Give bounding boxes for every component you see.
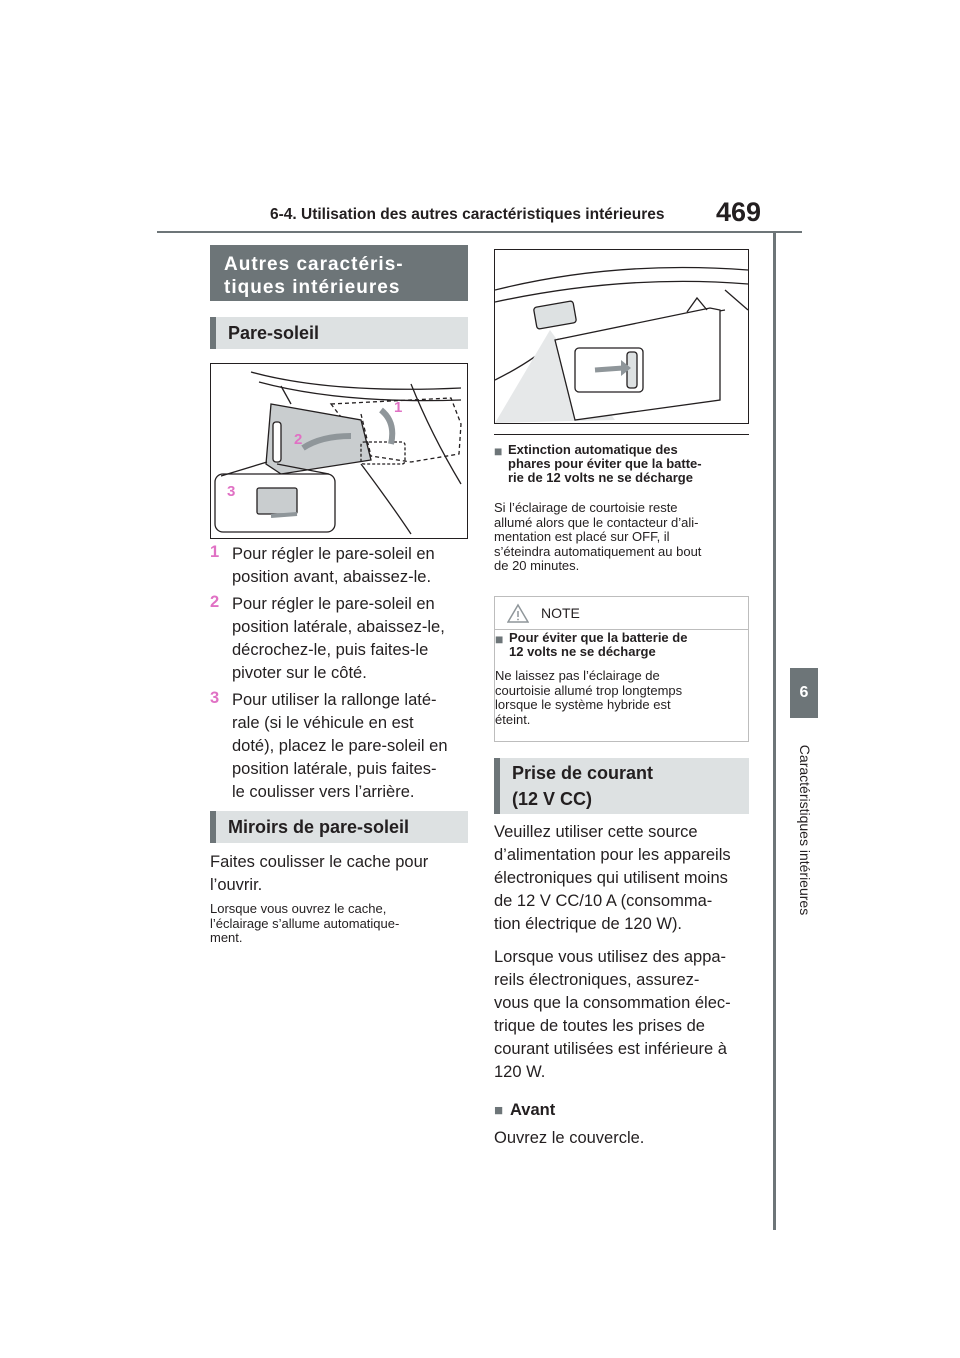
note-text: Ne laissez pas l’éclairage de courtoisie allumé trop longtemps lorsque le système hybride est éteint. [495, 668, 683, 727]
note-title-row [495, 631, 748, 659]
auto-off-text: Si l’éclairage de courtoisie reste allumé alors que le contacteur d’ali- mentation est placé sur OFF, il s’éteindra automatiquement au bout de 20 minutes. [494, 500, 702, 573]
vanity-mirror-illustration [494, 249, 749, 424]
subsection-heading-mirrors: Miroirs de pare-soleil [210, 811, 468, 843]
mirrors-paragraph: Faites coulisser le cache pour l’ouvrir. [210, 853, 429, 894]
sun-visor-drawing [211, 364, 467, 538]
step-item [210, 593, 472, 685]
figure-callout-2: 2 [294, 431, 303, 448]
divider [494, 434, 749, 435]
figure-callout-3: 3 [227, 483, 236, 500]
square-bullet-icon: ■ [494, 443, 503, 459]
outlet-paragraph-2: Lorsque vous utilisez des appa- reils électroniques, assurez- vous que la consommation élec- trique de toutes les prises de courant utilisées est inférieure à 120 W. [494, 948, 731, 1081]
note-box [494, 596, 749, 742]
step-text: Pour régler le pare-soleil en position avant, abaissez-le. [232, 545, 435, 586]
outlet-paragraph-1: Veuillez utiliser cette source d’alimentation pour les appareils électroniques qui utilisent moins de 12 V CC/10 A (consomma- tion électrique de 120 W). [494, 823, 731, 933]
note-title: Pour éviter que la batterie de 12 volts ne se décharge [509, 630, 688, 659]
page-number: 469 [716, 197, 762, 227]
square-bullet-icon: ■ [495, 631, 504, 647]
vanity-mirror-drawing [495, 250, 748, 423]
step-number: 2 [210, 593, 220, 611]
sun-visor-illustration [210, 363, 468, 539]
header-rule [157, 231, 802, 233]
subsection-heading-sun-visor: Pare-soleil [210, 317, 468, 349]
square-bullet-icon: ■ [494, 1102, 504, 1119]
subsection-heading-outlet: Prise de courant (12 V CC) [494, 758, 749, 814]
front-text: Ouvrez le couvercle. [494, 1129, 645, 1147]
step-item [210, 689, 472, 804]
mirrors-note: Lorsque vous ouvrez le cache, l’éclairage s’allume automatique- ment. [210, 901, 400, 945]
chapter-side-label: Caractéristiques intérieures [797, 744, 813, 916]
warning-triangle-icon [507, 603, 529, 623]
sun-visor-steps [210, 543, 472, 804]
front-heading [494, 1101, 555, 1120]
step-number: 1 [210, 543, 220, 561]
chapter-number-tab: 6 [790, 668, 818, 718]
step-item [210, 543, 472, 589]
step-text: Pour utiliser la rallonge laté- rale (si le véhicule en est doté), placez le pare-soleil en position latérale, puis faites- le coulisser vers l’arrière. [232, 691, 448, 801]
auto-off-heading [494, 443, 752, 485]
step-number: 3 [210, 689, 220, 707]
figure-callout-1: 1 [394, 399, 403, 416]
auto-off-title: Extinction automatique des phares pour éviter que la batte- rie de 12 volts ne se décharge [508, 442, 702, 485]
front-label: Avant [510, 1101, 556, 1119]
side-divider [773, 232, 776, 1230]
running-header-title: 6-4. Utilisation des autres caractéristiques intérieures [270, 206, 665, 223]
step-text: Pour régler le pare-soleil en position latérale, abaissez-le, décrochez-le, puis faites-le pivoter sur le côté. [232, 595, 445, 682]
note-label: NOTE [541, 605, 580, 621]
section-heading-main: Autres caractéris- tiques intérieures [210, 245, 468, 301]
